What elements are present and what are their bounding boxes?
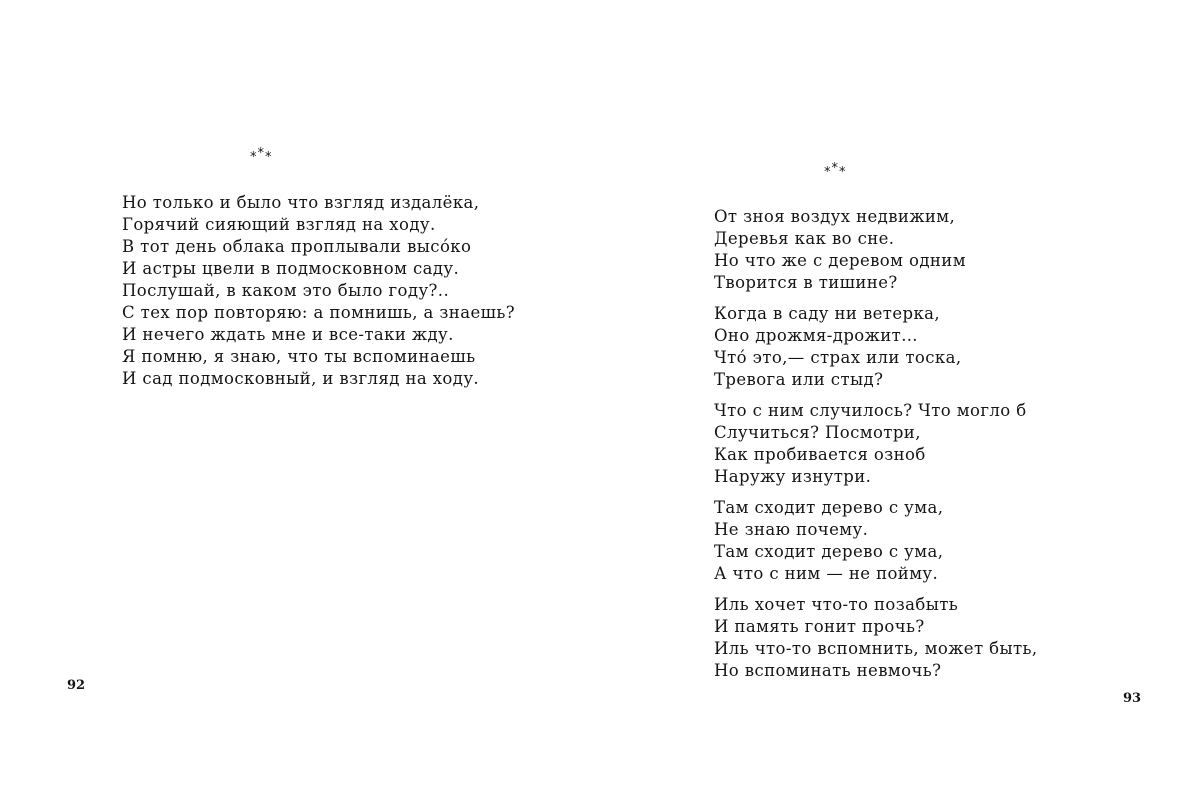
verse-line: Тревога или стыд?	[714, 370, 884, 389]
verse-line: И нечего ждать мне и все-таки жду.	[122, 325, 454, 344]
asterisk: *	[831, 161, 839, 176]
stanza	[714, 206, 1038, 294]
verse-line: Но вспоминать невмочь?	[714, 661, 942, 680]
stanza	[122, 192, 515, 390]
stanza	[714, 497, 1038, 585]
verse-line: А что с ним — не пойму.	[714, 564, 939, 583]
verse-line: И сад подмосковный, и взгляд на ходу.	[122, 369, 480, 388]
asterisk: *	[250, 150, 258, 165]
verse-line: Не знаю почему.	[714, 520, 869, 539]
page-number: 92	[67, 678, 86, 693]
page-number: 93	[1123, 691, 1142, 706]
verse-line: Горячий сияющий взгляд на ходу.	[122, 215, 436, 234]
verse-line: Что с ним случилось? Что могло б	[714, 401, 1027, 420]
verse-line: Случиться? Посмотри,	[714, 423, 921, 442]
verse-line: Но только и было что взгляд издалёка,	[122, 193, 480, 212]
verse-line: От зноя воздух недвижим,	[714, 207, 956, 226]
verse-line: Иль что-то вспомнить, может быть,	[714, 639, 1038, 658]
verse-line: Что́ это,— страх или тоска,	[714, 348, 962, 367]
asterisk: *	[257, 146, 265, 161]
verse-line: С тех пор повторяю: а помнишь, а знаешь?	[122, 303, 515, 322]
verse-line: Там сходит дерево с ума,	[714, 498, 944, 517]
verse-line: Творится в тишине?	[714, 273, 898, 292]
verse-line: Там сходит дерево с ума,	[714, 542, 944, 561]
asterisk: *	[265, 150, 273, 165]
verse-line: Как пробивается озноб	[714, 445, 926, 464]
verse-line: И память гонит прочь?	[714, 617, 925, 636]
verse-line: Но что же с деревом одним	[714, 251, 966, 270]
verse-line: Иль хочет что-то позабыть	[714, 595, 959, 614]
asterisk: *	[824, 165, 832, 180]
verse-line: Послушай, в каком это было году?..	[122, 281, 450, 300]
asterism-separator	[824, 161, 847, 180]
stanza	[714, 400, 1038, 488]
stanza	[714, 594, 1038, 682]
verse-line: Оно дрожмя-дрожит…	[714, 326, 919, 345]
asterisk: *	[839, 165, 847, 180]
poem-text	[122, 192, 515, 390]
left-page	[0, 0, 598, 800]
poem-text	[714, 206, 1038, 682]
verse-line: Наружу изнутри.	[714, 467, 872, 486]
verse-line: И астры цвели в подмосковном саду.	[122, 259, 460, 278]
verse-line: Я помню, я знаю, что ты вспоминаешь	[122, 347, 476, 366]
verse-line: Деревья как во сне.	[714, 229, 895, 248]
right-page	[598, 0, 1197, 800]
stanza	[714, 303, 1038, 391]
verse-line: Когда в саду ни ветерка,	[714, 304, 941, 323]
asterism-separator	[250, 146, 273, 165]
verse-line: В тот день облака проплывали высо́ко	[122, 237, 472, 256]
